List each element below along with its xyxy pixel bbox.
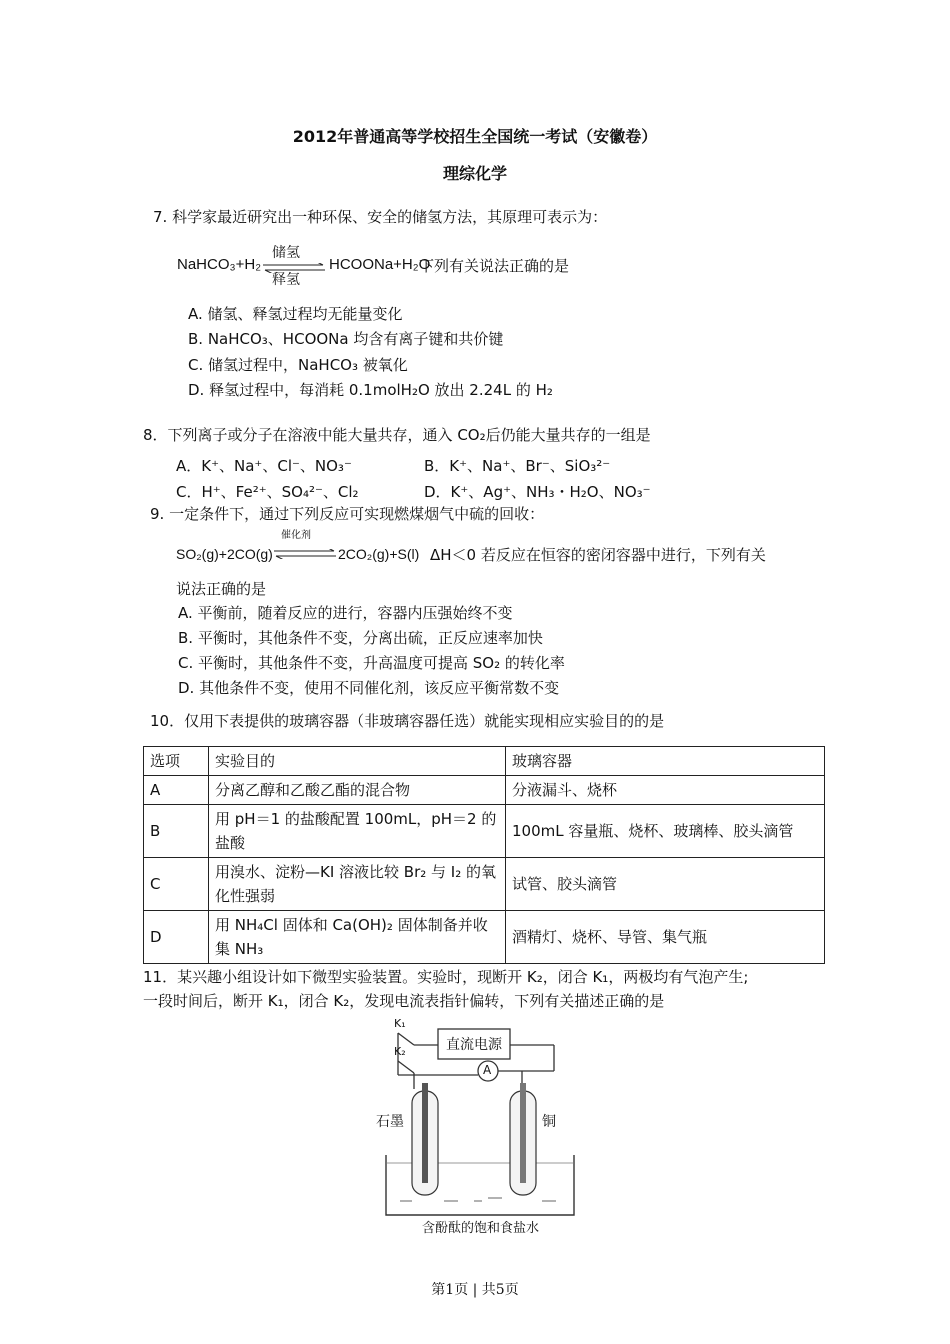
page-subtitle: 理综化学 <box>442 164 507 183</box>
q7-option-b: B. NaHCO₃、HCOONa 均含有离子键和共价键 <box>188 330 504 348</box>
q7-option-c: C. 储氢过程中，NaHCO₃ 被氧化 <box>188 356 408 374</box>
q9-eq-right: 2CO₂(g)+S(l) <box>338 546 420 562</box>
table-row <box>144 805 825 858</box>
q8-option-d: D．K⁺、Ag⁺、NH₃・H₂O、NO₃⁻ <box>424 483 651 501</box>
q9-eq-top: 催化剂 <box>281 530 311 541</box>
table-cell: 分液漏斗、烧杯 <box>506 776 825 805</box>
q7-stem: 7. 科学家最近研究出一种环保、安全的储氢方法，其原理可表示为： <box>153 208 608 226</box>
table-cell: B <box>144 805 209 858</box>
q9-eq-left: SO₂(g)+2CO(g) <box>176 546 273 562</box>
table-header-cell: 玻璃容器 <box>506 747 825 776</box>
table-header-cell: 实验目的 <box>209 747 506 776</box>
table-cell: C <box>144 858 209 911</box>
page-title: 2012年普通高等学校招生全国统一考试（安徽卷） <box>292 127 658 146</box>
k1-label: K₁ <box>394 1017 406 1030</box>
q9-option-a: A. 平衡前，随着反应的进行，容器内压强始终不变 <box>178 604 513 622</box>
q9-option-d: D. 其他条件不变，使用不同催化剂，该反应平衡常数不变 <box>178 679 560 697</box>
q7-option-a: A. 储氢、释氢过程均无能量变化 <box>188 305 403 323</box>
table-cell: 用 NH₄Cl 固体和 Ca(OH)₂ 固体制备并收集 NH₃ <box>209 911 506 964</box>
table-cell: A <box>144 776 209 805</box>
q8-option-b: B．K⁺、Na⁺、Br⁻、SiO₃²⁻ <box>424 457 611 475</box>
q8-option-c: C．H⁺、Fe²⁺、SO₄²⁻、Cl₂ <box>176 483 359 501</box>
q10-table <box>143 746 825 964</box>
table-cell: 试管、胶头滴管 <box>506 858 825 911</box>
table-row <box>144 911 825 964</box>
table-row <box>144 776 825 805</box>
table-row <box>144 858 825 911</box>
q9-stem2: 说法正确的是 <box>176 580 267 598</box>
table-header-row <box>144 747 825 776</box>
q9-option-b: B. 平衡时，其他条件不变，分离出硫，正反应速率加快 <box>178 629 543 647</box>
table-cell: 酒精灯、烧杯、导管、集气瓶 <box>506 911 825 964</box>
q8-stem: 8．下列离子或分子在溶液中能大量共存，通入 CO₂后仍能大量共存的一组是 <box>143 426 651 444</box>
q7-eq-left: NaHCO₃+H₂ <box>177 256 262 273</box>
q11-stem-line2: 一段时间后，断开 K₁，闭合 K₂，发现电流表指针偏转，下列有关描述正确的是 <box>143 992 665 1010</box>
copper-label: 铜 <box>542 1114 556 1130</box>
q7-eq-bottom: 释氢 <box>272 272 300 288</box>
table-cell: 用溴水、淀粉—KI 溶液比较 Br₂ 与 I₂ 的氧化性强弱 <box>209 858 506 911</box>
q10-stem: 10．仅用下表提供的玻璃容器（非玻璃容器任选）就能实现相应实验目的的是 <box>150 712 665 730</box>
q11-stem-line1: 11．某兴趣小组设计如下微型实验装置。实验时，现断开 K₂，闭合 K₁，两极均有气泡产生; <box>143 968 749 986</box>
power-supply-label: 直流电源 <box>446 1037 502 1053</box>
table-cell: 100mL 容量瓶、烧杯、玻璃棒、胶头滴管 <box>506 805 825 858</box>
table-cell: D <box>144 911 209 964</box>
table-cell: 分离乙醇和乙酸乙酯的混合物 <box>209 776 506 805</box>
k2-label: K₂ <box>394 1045 406 1058</box>
ammeter-label: A <box>483 1063 492 1077</box>
page-footer: 第1页 | 共5页 <box>431 1282 519 1298</box>
apparatus-figure <box>378 1015 578 1235</box>
graphite-label: 石墨 <box>376 1114 404 1130</box>
q8-option-a: A．K⁺、Na⁺、Cl⁻、NO₃⁻ <box>176 457 352 475</box>
table-cell: 用 pH＝1 的盐酸配置 100mL，pH＝2 的盐酸 <box>209 805 506 858</box>
q9-eq-tail: ΔH＜0 若反应在恒容的密闭容器中进行，下列有关 <box>430 546 766 564</box>
q9-option-c: C. 平衡时，其他条件不变，升高温度可提高 SO₂ 的转化率 <box>178 654 565 672</box>
reversible-arrow-icon <box>274 549 336 559</box>
q9-stem: 9. 一定条件下，通过下列反应可实现燃煤烟气中硫的回收： <box>150 505 545 523</box>
table-header-cell: 选项 <box>144 747 209 776</box>
q7-eq-tail: 下列有关说法正确的是 <box>419 257 570 275</box>
q7-option-d: D. 释氢过程中，每消耗 0.1molH₂O 放出 2.24L 的 H₂ <box>188 381 553 399</box>
solution-label: 含酚酞的饱和食盐水 <box>422 1221 540 1236</box>
q7-eq-right: HCOONa+H₂O <box>329 256 431 273</box>
q7-eq-top: 储氢 <box>272 245 300 261</box>
